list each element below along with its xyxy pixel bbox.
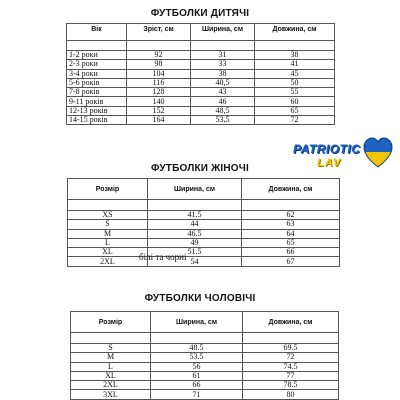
cell: 5-6 років [67,78,127,87]
table-row [71,371,339,380]
table-row [67,116,335,125]
colors-note: білі та чорні [139,252,187,262]
cell: 1-2 роки [67,51,127,60]
cell: 71 [151,390,243,399]
table-row [67,88,335,97]
cell: 46 [191,97,255,106]
cell: 62 [242,211,340,220]
women-header-length: Довжина, см [242,179,340,200]
cell: 33 [191,60,255,69]
cell: 64 [242,229,340,238]
cell: 53,5 [191,116,255,125]
cell: S [68,220,148,229]
table-row [67,106,335,115]
cell: 3-4 роки [67,69,127,78]
table-row [68,229,340,238]
table-row [71,390,339,399]
men-title: ФУТБОЛКИ ЧОЛОВІЧІ [144,293,256,304]
kids-header-width: Ширина, см [191,24,255,41]
cell: L [71,362,151,371]
table-row [71,381,339,390]
cell: 31 [191,51,255,60]
cell: 66 [151,381,243,390]
cell: 67 [242,257,340,266]
cell: 40,5 [191,78,255,87]
table-row [67,60,335,69]
cell: 152 [127,106,191,115]
cell: 41 [255,60,335,69]
cell: 104 [127,69,191,78]
table-row [67,69,335,78]
cell: 164 [127,116,191,125]
women-header-width: Ширина, см [148,179,242,200]
women-header-row [68,179,340,200]
cell: 46.5 [148,229,242,238]
cell: 12-13 років [67,106,127,115]
cell: 2XL [68,257,148,266]
cell: 72 [255,116,335,125]
cell: 41.5 [148,211,242,220]
men-header-row [71,312,339,333]
men-spacer-row [71,333,339,344]
cell: XL [68,248,148,257]
cell: 49 [148,238,242,247]
kids-header-row [67,24,335,41]
table-row [68,248,340,257]
cell: 51.5 [148,248,242,257]
cell: 44 [148,220,242,229]
women-title: ФУТБОЛКИ ЖІНОЧІ [151,163,249,174]
cell: XS [68,211,148,220]
women-size-table [67,178,340,267]
cell: 92 [127,51,191,60]
table-row [67,51,335,60]
cell: 48,5 [191,106,255,115]
cell: L [68,238,148,247]
kids-header-age: Вік [67,24,127,41]
cell: 77 [243,371,339,380]
cell: 61 [151,371,243,380]
table-row [71,362,339,371]
table-row [68,211,340,220]
logo-text-bottom: LAV [317,157,342,169]
cell: 3XL [71,390,151,399]
cell: 65 [255,106,335,115]
cell: 74.5 [243,362,339,371]
table-row [67,78,335,87]
men-header-size: Розмір [71,312,151,333]
cell: 50 [255,78,335,87]
cell: 140 [127,97,191,106]
cell: 66 [242,248,340,257]
men-header-width: Ширина, см [151,312,243,333]
cell: S [71,344,151,353]
table-row [68,220,340,229]
women-header-size: Розмір [68,179,148,200]
women-spacer-row [68,200,340,211]
table-row [71,344,339,353]
cell: 55 [255,88,335,97]
cell: 7-8 років [67,88,127,97]
cell: 45 [255,69,335,78]
kids-title: ФУТБОЛКИ ДИТЯЧІ [150,8,250,19]
men-header-length: Довжина, см [243,312,339,333]
cell: M [68,229,148,238]
cell: 69.5 [243,344,339,353]
cell: 14-15 років [67,116,127,125]
cell: XL [71,371,151,380]
cell: 80 [243,390,339,399]
cell: 56 [151,362,243,371]
kids-header-height: Зріст, см [127,24,191,41]
cell: 38 [191,69,255,78]
cell: 2XL [71,381,151,390]
kids-size-table [66,23,335,125]
men-size-table [70,311,339,400]
cell: 65 [242,238,340,247]
cell: 43 [191,88,255,97]
cell: 2-3 роки [67,60,127,69]
cell: 38 [255,51,335,60]
cell: 60 [255,97,335,106]
cell: 72 [243,353,339,362]
table-row [71,353,339,362]
cell: 78.5 [243,381,339,390]
cell: M [71,353,151,362]
logo-text-top: PATRIOTIC [293,142,361,156]
table-row [68,257,340,266]
cell: 63 [242,220,340,229]
kids-spacer-row [67,41,335,51]
cell: 128 [127,88,191,97]
table-row [68,238,340,247]
kids-header-length: Довжина, см [255,24,335,41]
cell: 98 [127,60,191,69]
table-row [67,97,335,106]
cell: 9-11 років [67,97,127,106]
cell: 54 [148,257,242,266]
cell: 116 [127,78,191,87]
cell: 48.5 [151,344,243,353]
cell: 53.5 [151,353,243,362]
